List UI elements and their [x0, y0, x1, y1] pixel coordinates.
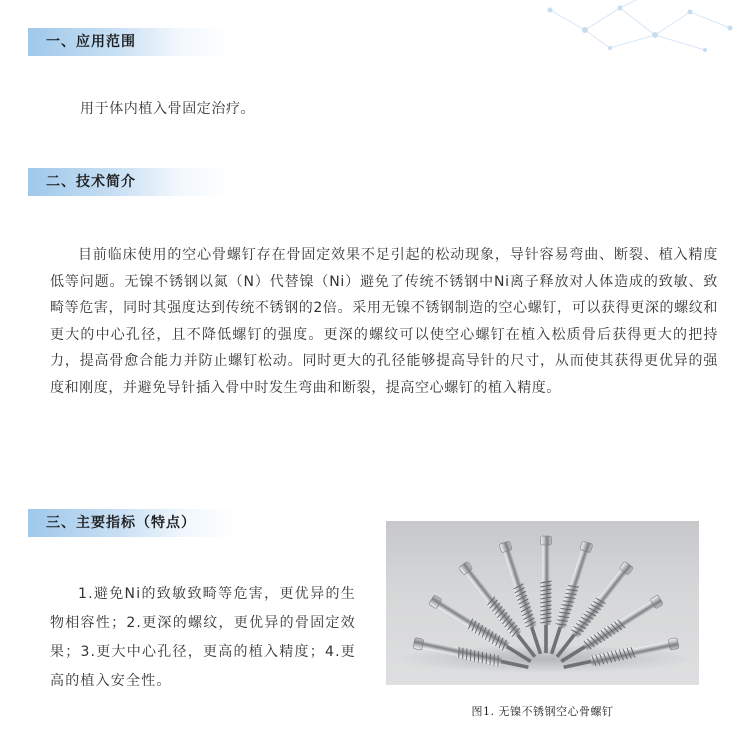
screws-illustration — [386, 521, 699, 685]
section-heading-technology: 二、技术简介 — [28, 168, 228, 196]
screw-photo — [386, 521, 699, 685]
technology-paragraph: 目前临床使用的空心骨螺钉存在骨固定效果不足引起的松动现象，导针容易弯曲、断裂、植入精度低等问题。无镍不锈钢以氮（N）代替镍（Ni）避免了传统不锈钢中Ni离子释放对人体造成的致敏、致畸等危害，同时其强度达到传统不锈钢的2倍。采用无镍不锈钢制造的空心螺钉，可以获得更深的螺纹和更大的中心孔径，且不降低螺钉的强度。更深的螺纹可以使空心螺钉在植入松质骨后获得更大的把持力，提高骨愈合能力并防止螺钉松动。同时更大的孔径能够提高导针的尺寸，从而使其获得更优异的强度和刚度，并避免导针插入骨中时发生弯曲和断裂，提高空心螺钉的植入精度。 — [50, 247, 718, 396]
decorative-network-graphic — [490, 0, 750, 60]
application-text: 用于体内植入骨固定治疗。 — [80, 101, 256, 117]
figure-caption: 图1. 无镍不锈钢空心骨螺钉 — [471, 705, 614, 718]
section-heading-features: 三、主要指标（特点） — [28, 509, 238, 537]
features-paragraph: 1.避免Ni的致敏致畸等危害，更优异的生物相容性；2.更深的螺纹，更优异的骨固定效果；3.更大中心孔径，更高的植入精度；4.更高的植入安全性。 — [50, 586, 356, 689]
screw — [541, 536, 552, 653]
section-heading-application: 一、应用范围 — [28, 28, 228, 56]
